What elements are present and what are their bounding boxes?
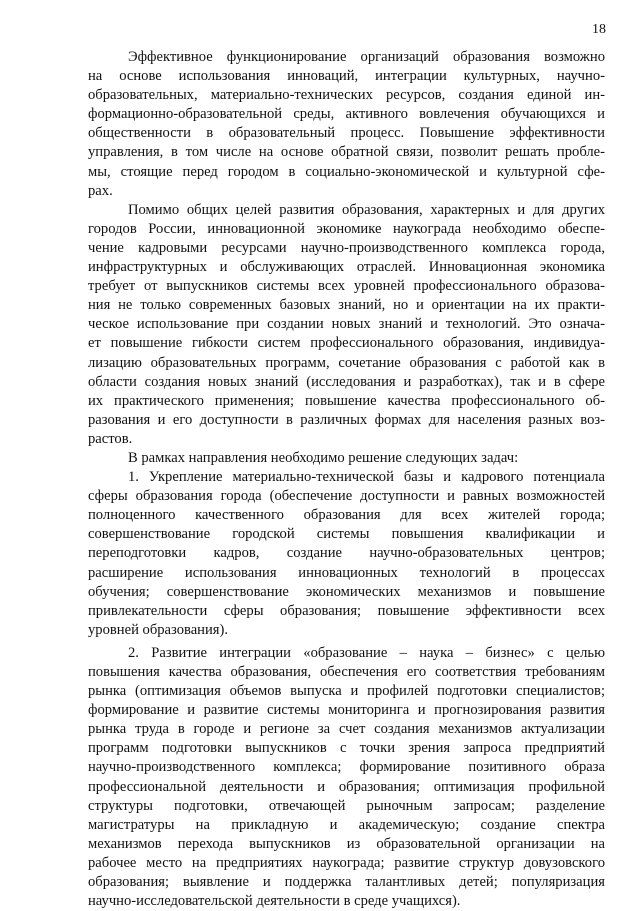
text-line: разования и его доступности в различных формах для населения разных воз- [88, 411, 605, 428]
text-line: растов. [88, 430, 133, 447]
text-line: полноценного качественного образования для всех жителей города; [88, 507, 605, 524]
text-line: городов России, инновационной экономике наукограда необходимо обеспе- [88, 220, 605, 237]
text-line: привлекательности сферы образования; повышение эффективности всех [88, 602, 605, 619]
text-line: области создания новых знаний (исследования и разработках), так и в сфере [88, 373, 605, 390]
text-line: переподготовки кадров, создание научно-образовательных центров; [88, 545, 605, 562]
text-line: лизацию образовательных программ, сочетание образования с работой как в [88, 354, 605, 371]
text-line: научно-исследовательской деятельности в среде учащихся). [88, 893, 461, 910]
text-line: рынка (оптимизация объемов выпуска и профилей подготовки специалистов; [88, 683, 605, 700]
page-number: 18 [592, 22, 606, 37]
text-line: обучения; совершенствование экономических механизмов и повышение [88, 583, 605, 600]
paragraph [88, 468, 605, 640]
text-line: общественности в образовательный процесс. Повышение эффективности [88, 125, 605, 142]
text-line: программ подготовки выпускников с точки зрения запроса предприятий [88, 740, 605, 757]
paragraph [88, 449, 605, 468]
text-line: магистратуры на прикладную и академическую; создание спектра [88, 816, 605, 833]
text-line: расширение использования инновационных технологий в процессах [88, 564, 605, 581]
text-line: мы, стоящие перед городом в социально-экономической и культурной сфе- [88, 163, 605, 180]
text-line: профессиональной деятельности и образования; оптимизация профильной [88, 778, 605, 795]
text-line: ет повышение гибкости систем профессионального образования, индивидуа- [88, 335, 605, 352]
text-line: ния не только современных базовых знаний, но и ориентации на их практи- [88, 297, 605, 314]
text-line: на основе использования инноваций, интеграции культурных, научно- [88, 68, 605, 85]
paragraph [88, 48, 605, 201]
text-line: рах. [88, 182, 113, 199]
text-line: Эффективное функционирование организаций образования возможно [128, 49, 605, 65]
text-line: 1. Укрепление материально-технической базы и кадрового потенциала [128, 469, 605, 486]
text-line: рабочее место на предприятиях наукограда; развитие структур довузовского [88, 854, 605, 871]
body-text [88, 48, 605, 911]
paragraph [88, 644, 605, 911]
text-line: их практического применения; повышение качества профессионального об- [88, 392, 605, 409]
text-line: механизмов перехода выпускников из образовательной организации на [88, 835, 605, 852]
text-line: формационно-образовательной среды, активного вовлечения обучающихся и [88, 106, 605, 123]
text-line: В рамках направления необходимо решение следующих задач: [128, 449, 519, 466]
text-line: совершенствование городской системы повышения квалификации и [88, 526, 605, 543]
text-line: инфраструктурных и обслуживающих отраслей. Инновационная экономика [88, 259, 605, 276]
text-line: ческое использование при создании новых знаний и технологий. Это означа- [88, 316, 605, 333]
text-line: Помимо общих целей развития образования, характерных и для других [128, 201, 605, 218]
text-line: формирование и развитие системы мониторинга и прогнозирования развития [88, 702, 605, 719]
text-line: сферы образования города (обеспечение доступности и равных возможностей [88, 488, 605, 505]
text-line: образования; выявление и поддержка талантливых детей; популяризация [88, 874, 605, 891]
text-line: научно-производственного комплекса; формирование позитивного образа [88, 759, 605, 776]
text-line: требует от выпускников системы всех уровней профессионального образова- [88, 278, 605, 295]
paragraph [88, 201, 605, 449]
text-line: управления, в том числе на основе обратной связи, позволит решать пробле- [88, 144, 605, 161]
text-line: образовательных, материально-технических ресурсов, создания единой ин- [88, 87, 605, 104]
text-line: чение кадровыми ресурсами научно-производственного комплекса города, [88, 239, 605, 256]
text-line: 2. Развитие интеграции «образование – наука – бизнес» с целью [128, 644, 605, 661]
text-line: уровней образования). [88, 621, 229, 638]
text-line: рынка труда в городе и регионе за счет создания механизмов актуализации [88, 721, 605, 738]
text-line: структуры подготовки, отвечающей рыночным запросам; разделение [88, 797, 605, 814]
text-line: повышения качества образования, обеспечения его соответствия требованиям [88, 664, 605, 680]
